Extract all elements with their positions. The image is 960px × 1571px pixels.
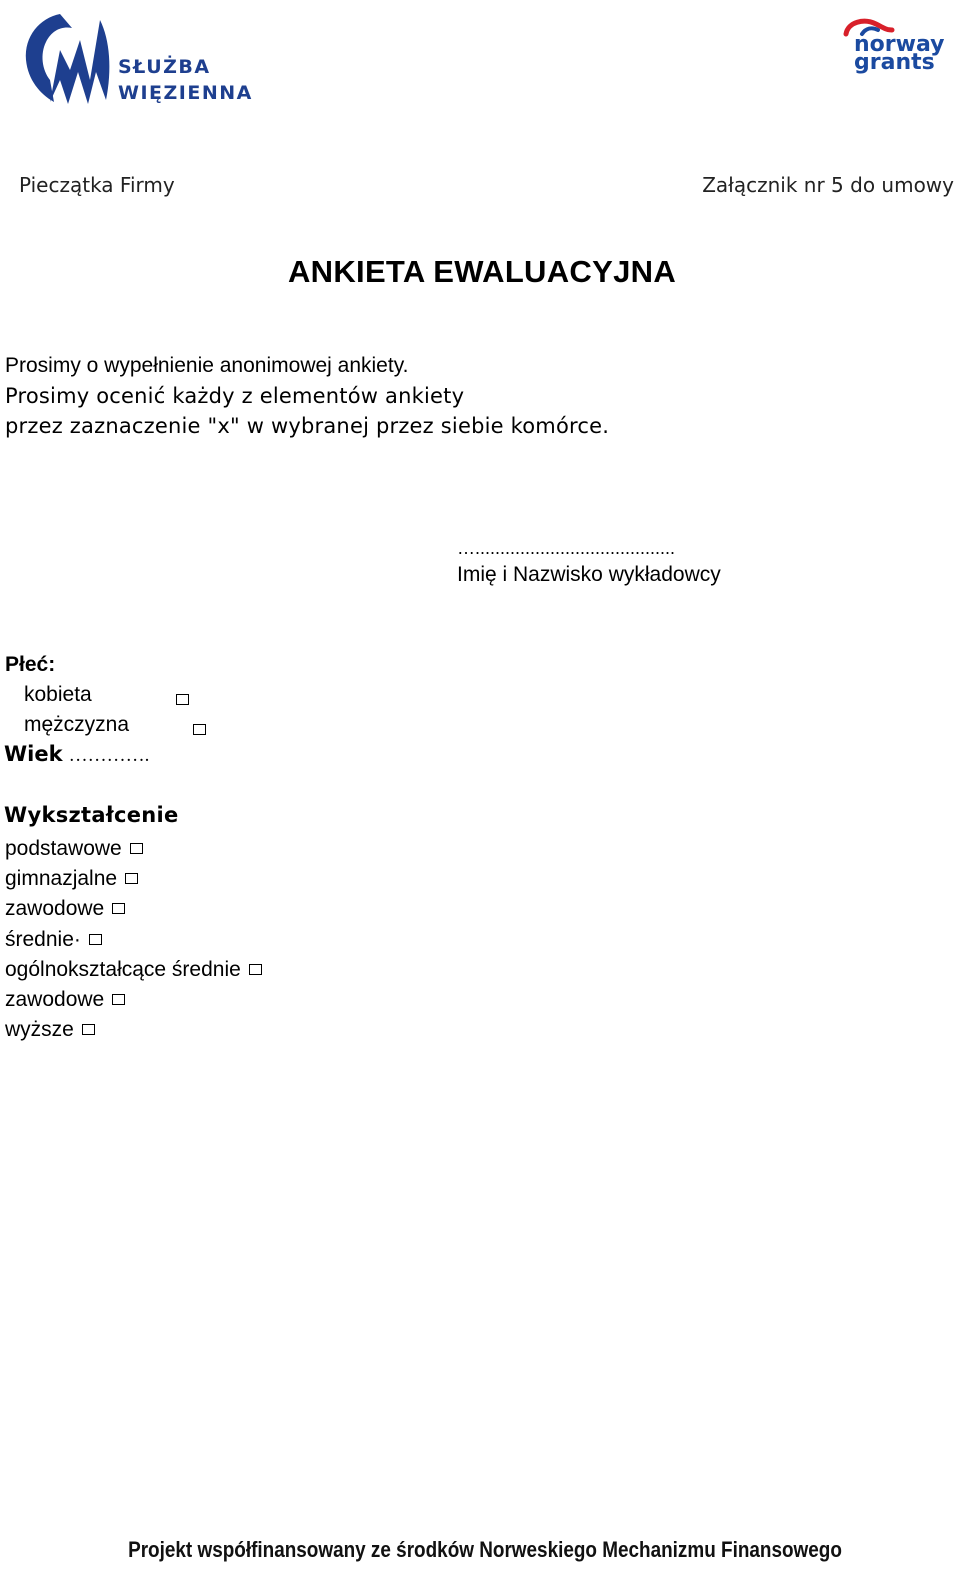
- education-option: [5, 834, 262, 864]
- education-checkbox[interactable]: [112, 903, 125, 914]
- education-option-label: ogólnokształcące średnie: [5, 957, 241, 981]
- education-option-label: wyższe: [5, 1018, 74, 1042]
- age-label: Wiek: [4, 742, 63, 766]
- gender-option-female: kobieta: [24, 683, 92, 706]
- education-options: [5, 834, 262, 1045]
- education-option: [5, 985, 262, 1015]
- gender-female-checkbox[interactable]: [176, 694, 189, 705]
- education-option-label: średnie·: [5, 927, 81, 951]
- education-option: [5, 864, 262, 894]
- logo-grants-text: grants: [854, 50, 935, 75]
- education-checkbox[interactable]: [125, 873, 138, 884]
- age-row: [4, 742, 149, 767]
- education-checkbox[interactable]: [130, 843, 143, 854]
- education-option: [5, 925, 262, 955]
- funding-footer: Projekt współfinansowany ze środków Norweskiego Mechanizmu Finansowego: [128, 1537, 842, 1562]
- sluzba-wiezienna-logo: [20, 10, 253, 110]
- education-option: [5, 955, 262, 985]
- lecturer-name-label: Imię i Nazwisko wykładowcy: [457, 563, 721, 586]
- survey-title: ANKIETA EWALUACYJNA: [287, 254, 677, 289]
- education-option-label: gimnazjalne: [5, 867, 118, 891]
- education-option-label: zawodowe: [5, 897, 105, 921]
- education-label: Wykształcenie: [4, 803, 179, 827]
- education-checkbox[interactable]: [249, 964, 262, 975]
- logo-norway-text: norway: [854, 32, 945, 57]
- education-checkbox[interactable]: [112, 994, 125, 1005]
- education-option: [5, 894, 262, 924]
- logo-text-line1: SŁUŻBA: [118, 56, 211, 78]
- education-checkbox[interactable]: [82, 1024, 95, 1035]
- education-option: [5, 1015, 262, 1045]
- education-option-label: zawodowe: [5, 987, 105, 1011]
- logo-text-line2: WIĘZIENNA: [118, 82, 253, 104]
- gender-label: Płeć:: [5, 653, 56, 676]
- intro-line-2: Prosimy ocenić każdy z elementów ankiety: [5, 384, 465, 408]
- education-checkbox[interactable]: [89, 934, 102, 945]
- company-stamp-label: Pieczątka Firmy: [19, 173, 175, 197]
- intro-line-1: Prosimy o wypełnienie anonimowej ankiety.: [5, 354, 409, 377]
- education-option-label: podstawowe: [5, 837, 122, 860]
- gender-option-male: mężczyzna: [24, 713, 130, 736]
- gender-male-checkbox[interactable]: [193, 724, 206, 735]
- sluzba-wiezienna-emblem-icon: [20, 10, 120, 110]
- norway-grants-logo: [840, 18, 956, 82]
- lecturer-name-field[interactable]: …........................................: [457, 538, 676, 558]
- attachment-label: Załącznik nr 5 do umowy: [702, 173, 954, 197]
- age-input[interactable]: ………….: [68, 745, 150, 766]
- intro-line-3: przez zaznaczenie "x" w wybranej przez siebie komórce.: [5, 414, 610, 438]
